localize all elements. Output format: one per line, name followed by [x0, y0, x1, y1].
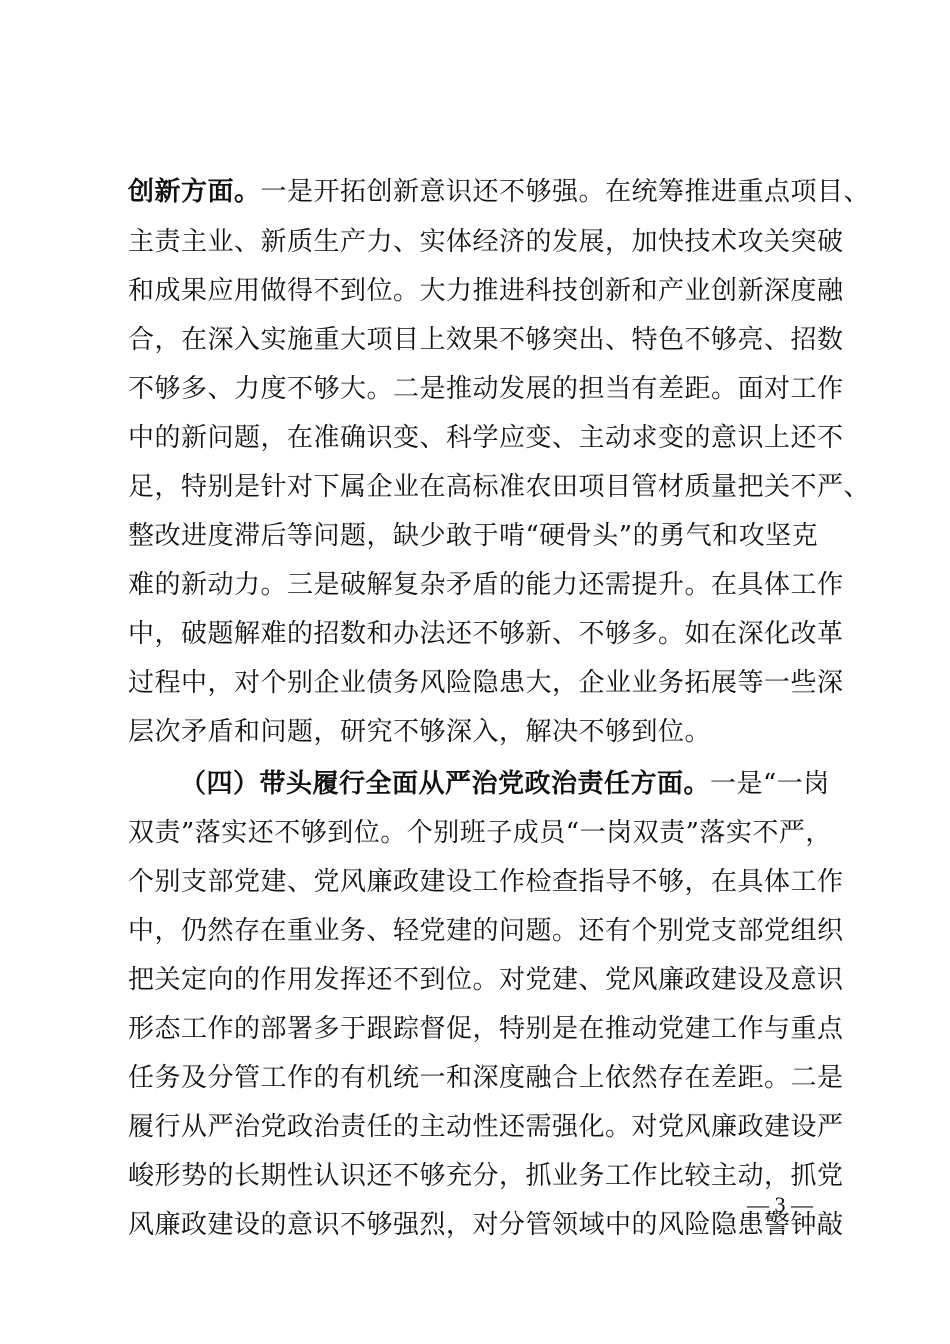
line-text: 层次矛盾和问题，研究不够深入，解决不够到位。 — [128, 717, 712, 747]
text-line — [128, 1205, 844, 1245]
line-text: 主责主业、新质生产力、实体经济的发展，加快技术攻关突破 — [128, 227, 844, 257]
text-line — [128, 516, 828, 556]
line-text: 中，破题解难的招数和办法还不够新、不够多。如在深化改革 — [128, 619, 844, 649]
text-line — [128, 1058, 844, 1098]
line-text: 形态工作的部署多于跟踪督促，特别是在推动党建工作与重点 — [128, 1014, 844, 1044]
text-line — [128, 960, 844, 1000]
line-text: 一是“一岗 — [710, 769, 830, 799]
text-line — [128, 614, 844, 654]
line-text: 履行从严治党政治责任的主动性还需强化。对党风廉政建设严 — [128, 1112, 844, 1142]
line-text: 任务及分管工作的有机统一和深度融合上依然存在差距。二是 — [128, 1063, 844, 1093]
line-text: 过程中，对个别企业债务风险隐患大，企业业务拓展等一些深 — [128, 668, 844, 698]
text-line — [128, 911, 844, 951]
line-text: 中的新问题，在准确识变、科学应变、主动求变的意识上还不 — [128, 423, 844, 453]
line-text: 和成果应用做得不到位。大力推进科技创新和产业创新深度融 — [128, 276, 844, 306]
line-text: 个别支部党建、党风廉政建设工作检查指导不够，在具体工作 — [128, 867, 844, 897]
section-heading-inline: （四）带头履行全面从严治党政治责任方面。 — [180, 769, 711, 799]
line-text: 把关定向的作用发挥还不到位。对党建、党风廉政建设及意识 — [128, 965, 844, 995]
line-text: 一是开拓创新意识还不够强。在统筹推进重点项目、 — [260, 177, 871, 207]
line-text: 足，特别是针对下属企业在高标准农田项目管材质量把关不严、 — [128, 472, 871, 502]
line-text: 峻形势的长期性认识还不够充分，抓业务工作比较主动，抓党 — [128, 1161, 844, 1191]
text-line — [128, 369, 844, 409]
text-line — [180, 764, 880, 804]
line-text: 双责”落实还不够到位。个别班子成员“一岗双责”落实不严， — [128, 818, 832, 848]
text-line — [128, 271, 844, 311]
text-line — [128, 712, 828, 752]
text-line — [128, 320, 844, 360]
page-number: — 3 — — [747, 1192, 813, 1217]
line-text: 难的新动力。三是破解复杂矛盾的能力还需提升。在具体工作 — [128, 570, 844, 600]
line-text: 风廉政建设的意识不够强烈，对分管领域中的风险隐患警钟敲 — [128, 1210, 844, 1240]
text-line — [128, 565, 844, 605]
text-line — [128, 663, 844, 703]
text-line — [128, 467, 871, 507]
text-line — [128, 418, 844, 458]
text-line — [128, 1156, 844, 1196]
text-line — [128, 813, 832, 853]
text-line — [128, 1107, 844, 1147]
line-text: 不够多、力度不够大。二是推动发展的担当有差距。面对工作 — [128, 374, 844, 404]
text-line — [128, 1009, 844, 1049]
text-line — [128, 172, 871, 212]
line-text: 中，仍然存在重业务、轻党建的问题。还有个别党支部党组织 — [128, 916, 844, 946]
text-line — [128, 862, 844, 902]
line-text: 合，在深入实施重大项目上效果不够突出、特色不够亮、招数 — [128, 325, 844, 355]
text-line — [128, 222, 844, 262]
section-heading-inline: 创新方面。 — [128, 177, 261, 207]
line-text: 整改进度滞后等问题，缺少敢于啃“硬骨头”的勇气和攻坚克 — [128, 521, 819, 551]
